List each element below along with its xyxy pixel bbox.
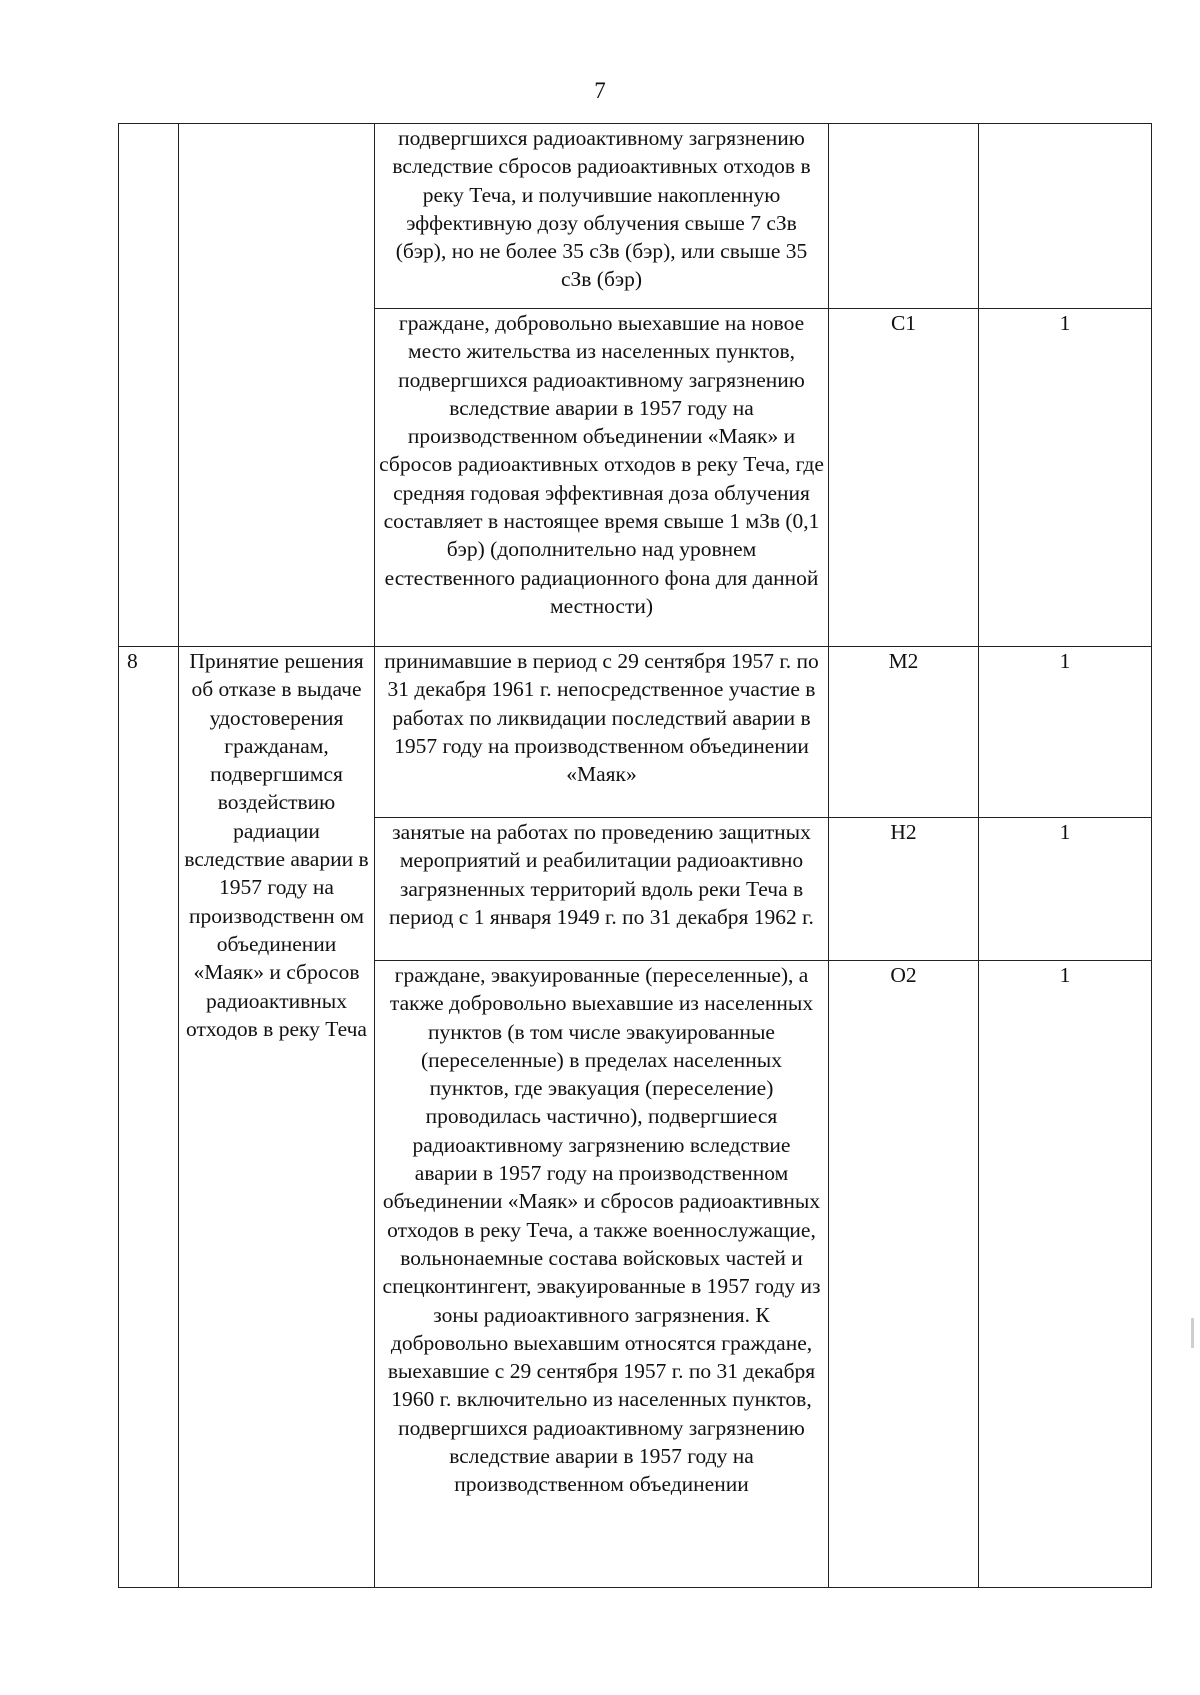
table-row	[119, 124, 1152, 309]
category-cell	[375, 647, 829, 818]
category-text: занятые на работах по проведению защитных мероприятий и реабилитации радиоактивно загрязненных территорий вдоль реки Теча в период с 1 января 1949 г. по 31 декабря 1962 г.	[389, 820, 814, 929]
item-number-cell: 8	[119, 647, 179, 1588]
category-cell	[375, 818, 829, 961]
count-cell	[979, 124, 1152, 309]
scan-edge-mark	[1191, 1318, 1194, 1348]
code-cell	[829, 124, 979, 309]
category-text: граждане, эвакуированные (переселенные), а также добровольно выехавшие из населенных пунктов (в том числе эвакуированные (переселенные) в пределах населенных пунктов, где эвакуация (переселение) проводилась частично), подвергшиеся радиоактивному загрязнению вследствие аварии в 1957 году на производственном объединении «Маяк» и сбросов радиоактивных отходов в реку Теча, а также военнослужащие, вольнонаемные состава войсковых частей и спецконтингент, эвакуированные в 1957 году из зоны радиоактивного загрязнения. К добровольно выехавшим относятся граждане, выехавшие с 29 сентября 1957 г. по 31 декабря 1960 г. включительно из населенных пунктов, подвергшихся радиоактивному загрязнению вследствие аварии в 1957 году на производственном объединении	[382, 963, 821, 1497]
page-number: 7	[594, 78, 606, 103]
service-name-cell: Принятие решения об отказе в выдаче удостоверения гражданам, подвергшимся воздействию радиации вследствие аварии в 1957 году на производственн ом объединении «Маяк» и сбросов радиоактивных отходов в реку Теча	[179, 647, 375, 1588]
count-cell: 1	[979, 309, 1152, 647]
code-cell: О2	[829, 961, 979, 1588]
table-row	[119, 647, 1152, 818]
count-cell: 1	[979, 961, 1152, 1588]
category-cell	[375, 309, 829, 647]
category-text: подвергшихся радиоактивному загрязнению вследствие сбросов радиоактивных отходов в реку Теча, и получившие накопленную эффективную дозу облучения свыше 7 сЗв (бэр), но не более 35 сЗв (бэр), или свыше 35 сЗв (бэр)	[392, 126, 811, 292]
code-cell: М2	[829, 647, 979, 818]
service-name-cell	[179, 124, 375, 647]
benefits-table	[118, 123, 1152, 1588]
category-cell	[375, 961, 829, 1588]
count-cell: 1	[979, 818, 1152, 961]
count-cell: 1	[979, 647, 1152, 818]
code-cell: С1	[829, 309, 979, 647]
category-text: принимавшие в период с 29 сентября 1957 г. по 31 декабря 1961 г. непосредственное участие в работах по ликвидации последствий аварии в 1957 году на производственном объединении «Маяк»	[384, 649, 819, 787]
item-number-cell	[119, 124, 179, 647]
category-text: граждане, добровольно выехавшие на новое место жительства из населенных пунктов, подвергшихся радиоактивному загрязнению вследствие аварии в 1957 году на производственном объединении «Маяк» и сбросов радиоактивных отходов в реку Теча, где средняя годовая эффективная доза облучения составляет в настоящее время свыше 1 мЗв (0,1 бэр) (дополнительно над уровнем естественного радиационного фона для данной местности)	[379, 311, 824, 618]
code-cell: Н2	[829, 818, 979, 961]
category-cell	[375, 124, 829, 309]
